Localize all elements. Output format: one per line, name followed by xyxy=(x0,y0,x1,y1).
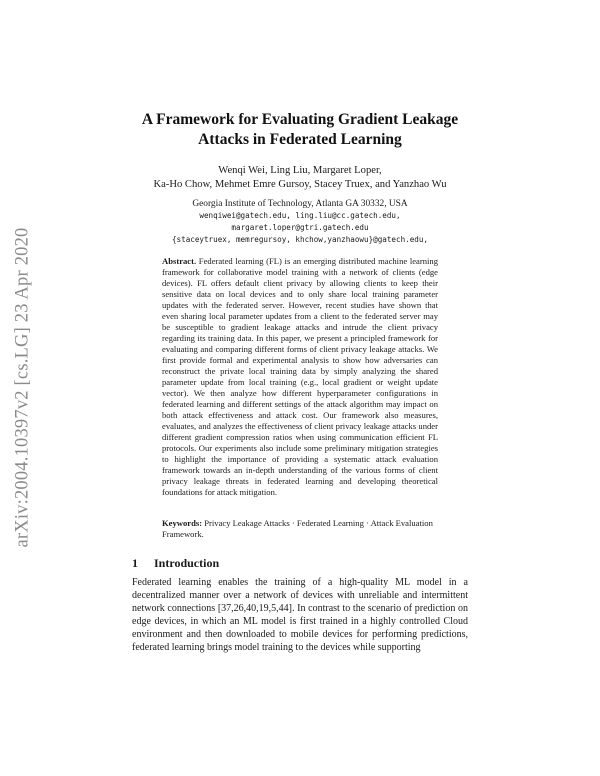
abstract-text: Federated learning (FL) is an emerging distributed machine learning framework for collaborative model training with a network of clients (edge devices). FL offers default client privacy by allowing clients to keep their sensitive data on local devices and to only share local training parameter updates with the federated server. However, recent studies have shown that even sharing local parameter updates from a client to the federated server may be susceptible to gradient leakage attacks and intrude the client privacy regarding its training data. In this paper, we present a principled framework for evaluating and comparing different forms of client privacy leakage attacks. We first provide formal and experimental analysis to show how adversaries can reconstruct the private local training data by simply analyzing the shared parameter update from local training (e.g., local gradient or weight update vector). We then analyze how different hyperparameter configurations in federated learning and different settings of the attack algorithm may impact on both attack effectiveness and attack cost. Our framework also measures, evaluates, and analyzes the effectiveness of client privacy leakage attacks under different gradient compression ratios when using communication efficient FL protocols. Our experiments also include some preliminary mitigation strategies to highlight the importance of providing a systematic attack evaluation framework towards an in-depth understanding of the various forms of client privacy leakage threats in federated learning and developing theoretical foundations for attack mitigation. xyxy=(162,256,438,497)
email-line-2: margaret.loper@gtri.gatech.edu xyxy=(231,223,369,232)
keywords xyxy=(162,518,438,540)
institution: Georgia Institute of Technology, Atlanta GA 30332, USA xyxy=(192,199,408,209)
email-line-3: {staceytruex, memregursoy, khchow,yanzhaowu}@gatech.edu, xyxy=(171,235,429,244)
authors-line-2: Ka-Ho Chow, Mehmet Emre Gursoy, Stacey Truex, and Yanzhao Wu xyxy=(153,179,447,190)
keywords-text: Privacy Leakage Attacks · Federated Learning · Attack Evaluation Framework. xyxy=(162,518,433,539)
keywords-label: Keywords: xyxy=(162,518,203,528)
abstract xyxy=(162,256,438,498)
arxiv-sidebar xyxy=(8,205,38,570)
section-number: 1 xyxy=(132,556,138,570)
arxiv-identifier: arXiv:2004.10397v2 [cs.LG] 23 Apr 2020 xyxy=(12,227,33,548)
paper-title xyxy=(100,110,500,150)
affiliation-block xyxy=(100,198,500,246)
section-title: Introduction xyxy=(154,556,220,570)
abstract-label: Abstract. xyxy=(162,256,197,266)
author-list xyxy=(100,164,500,192)
introduction-paragraph: Federated learning enables the training of a high-quality ML model in a decentralized manner over a network of devices with unreliable and intermittent network connections [37,26,40,19,5,44]. In contrast to the scenario of prediction on edge devices, in which an ML model is first trained in a highly controlled Cloud environment and then downloaded to mobile devices for performing predictions, federated learning brings model training to the devices while supporting xyxy=(132,577,468,653)
email-line-1: wenqiwei@gatech.edu, ling.liu@cc.gatech.edu, xyxy=(199,211,401,220)
title-line-1: A Framework for Evaluating Gradient Leakage xyxy=(141,111,459,128)
section-heading-introduction xyxy=(132,556,219,571)
title-line-2: Attacks in Federated Learning xyxy=(198,131,402,148)
authors-line-1: Wenqi Wei, Ling Liu, Margaret Loper, xyxy=(218,165,382,176)
